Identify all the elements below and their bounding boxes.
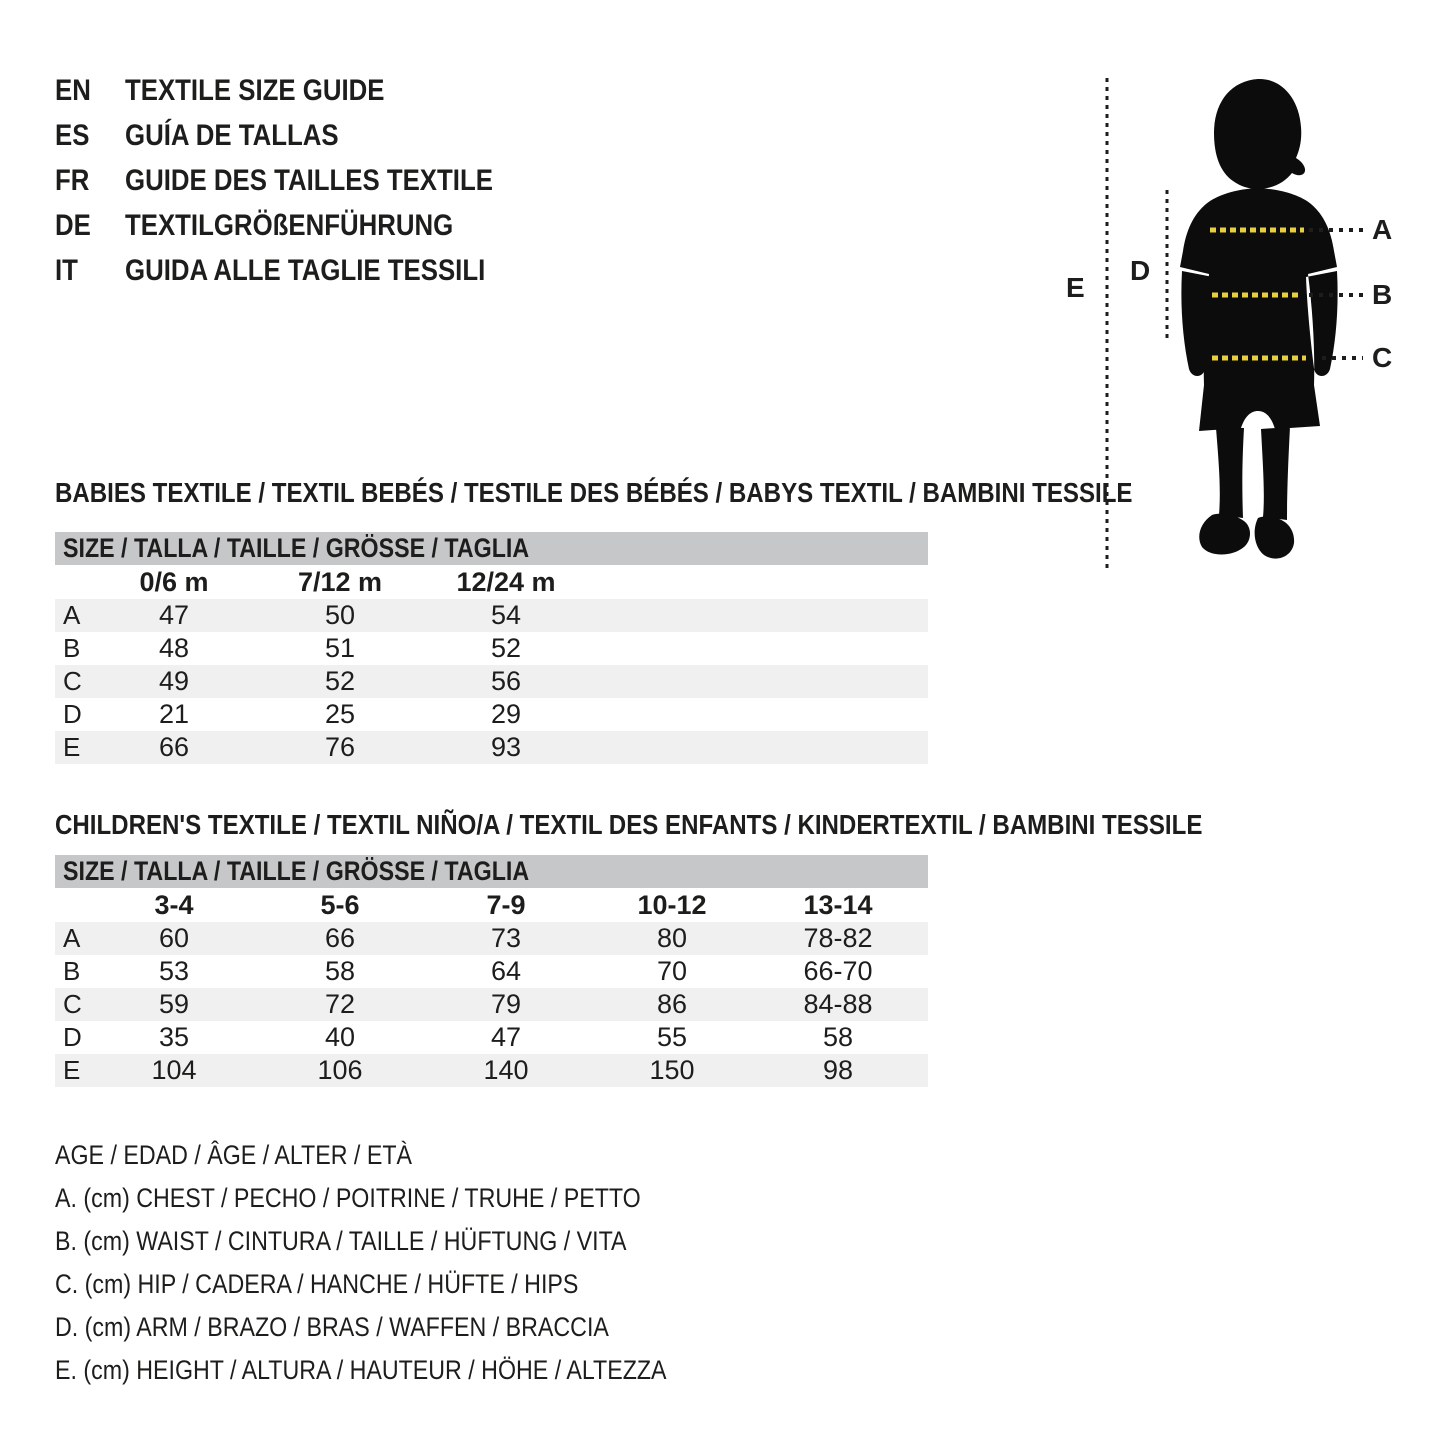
- measurement-lines-overlay: [1060, 60, 1400, 600]
- babies-section-title: BABIES TEXTILE / TEXTIL BEBÉS / TESTILE DES BÉBÉS / BABYS TEXTIL / BAMBINI TESSILE: [55, 477, 1133, 508]
- measure-label-hip: C: [1372, 342, 1393, 373]
- table-cell: 106: [317, 1055, 363, 1085]
- children-section-title: CHILDREN'S TEXTILE / TEXTIL NIÑO/A / TEXTIL DES ENFANTS / KINDERTEXTIL / BAMBINI TESSILE: [55, 809, 1203, 840]
- table-row: [55, 599, 928, 632]
- table-cell: 59: [158, 989, 190, 1019]
- column-header: 7/12 m: [297, 567, 383, 597]
- legend-hip: C. (cm) HIP / CADERA / HANCHE / HÜFTE / HIPS: [55, 1269, 579, 1299]
- row-label: B: [63, 956, 81, 986]
- table-cell: 84-88: [803, 989, 873, 1019]
- lang-title-fr: GUIDE DES TAILLES TEXTILE: [125, 163, 493, 197]
- table-cell: 55: [656, 1022, 688, 1052]
- column-header: 5-6: [320, 890, 360, 920]
- table-row: [55, 1054, 928, 1087]
- table-cell: 25: [324, 699, 356, 729]
- table-cell: 40: [324, 1022, 356, 1052]
- table-cell: 52: [490, 633, 522, 663]
- row-label: A: [63, 923, 81, 953]
- row-label: C: [63, 989, 82, 1019]
- table-cell: 47: [158, 600, 190, 630]
- table-cell: 56: [490, 666, 522, 696]
- lang-code-en: EN: [55, 73, 91, 107]
- table-cell: 80: [656, 923, 688, 953]
- table-row: [55, 922, 928, 955]
- legend-chest: A. (cm) CHEST / PECHO / POITRINE / TRUHE / PETTO: [55, 1183, 641, 1213]
- row-label: A: [63, 600, 81, 630]
- table-row: [55, 955, 928, 988]
- table-cell: 140: [483, 1055, 529, 1085]
- measure-label-height: E: [1066, 272, 1085, 303]
- table-cell: 70: [656, 956, 688, 986]
- table-cell: 98: [822, 1055, 854, 1085]
- lang-row-es: [55, 113, 553, 158]
- column-header: 0/6 m: [139, 567, 209, 597]
- table-cell: 49: [158, 666, 190, 696]
- lang-code-es: ES: [55, 118, 90, 152]
- table-row: [55, 988, 928, 1021]
- lang-code-it: IT: [55, 253, 78, 287]
- measure-label-chest: A: [1372, 214, 1393, 245]
- size-header-label: SIZE / TALLA / TAILLE / GRÖSSE / TAGLIA: [63, 533, 530, 563]
- table-row: [55, 731, 928, 764]
- column-header-row: [55, 888, 928, 922]
- table-cell: 93: [490, 732, 522, 762]
- lang-title-en: TEXTILE SIZE GUIDE: [125, 73, 385, 107]
- column-header: 10-12: [637, 890, 707, 920]
- lang-row-fr: [55, 158, 553, 203]
- lang-code-de: DE: [55, 208, 91, 242]
- row-label: D: [63, 699, 82, 729]
- table-row: [55, 632, 928, 665]
- size-header-bar: [55, 532, 928, 565]
- table-cell: 54: [490, 600, 522, 630]
- lang-title-de: TEXTILGRÖßENFÜHRUNG: [125, 208, 454, 242]
- lang-title-es: GUÍA DE TALLAS: [125, 118, 339, 152]
- table-cell: 104: [151, 1055, 197, 1085]
- column-header-row: [55, 565, 928, 599]
- table-cell: 53: [158, 956, 190, 986]
- column-header: 7-9: [486, 890, 526, 920]
- column-header: 12/24 m: [456, 567, 556, 597]
- table-cell: 150: [649, 1055, 695, 1085]
- legend-arm: D. (cm) ARM / BRAZO / BRAS / WAFFEN / BRACCIA: [55, 1312, 609, 1342]
- column-header: 3-4: [154, 890, 194, 920]
- table-cell: 76: [324, 732, 356, 762]
- row-label: D: [63, 1022, 82, 1052]
- table-cell: 48: [158, 633, 190, 663]
- babies-size-table: [55, 532, 928, 764]
- lang-row-en: [55, 68, 553, 113]
- table-cell: 21: [158, 699, 190, 729]
- lang-title-it: GUIDA ALLE TAGLIE TESSILI: [125, 253, 486, 287]
- table-cell: 60: [158, 923, 190, 953]
- lang-row-it: [55, 248, 553, 293]
- measurement-legend: [55, 1134, 766, 1392]
- table-row: [55, 1021, 928, 1054]
- legend-waist: B. (cm) WAIST / CINTURA / TAILLE / HÜFTUNG / VITA: [55, 1226, 627, 1256]
- table-cell: 64: [490, 956, 522, 986]
- row-label: E: [63, 732, 81, 762]
- table-cell: 52: [324, 666, 356, 696]
- table-cell: 29: [490, 699, 522, 729]
- row-label: E: [63, 1055, 81, 1085]
- row-label: B: [63, 633, 81, 663]
- measure-label-waist: B: [1372, 279, 1393, 310]
- lang-row-de: [55, 203, 553, 248]
- children-size-table: [55, 855, 928, 1087]
- table-cell: 86: [656, 989, 688, 1019]
- table-cell: 73: [490, 923, 522, 953]
- table-cell: 79: [490, 989, 522, 1019]
- size-header-bar: [55, 855, 928, 888]
- table-cell: 66: [324, 923, 356, 953]
- table-row: [55, 698, 928, 731]
- table-cell: 72: [324, 989, 356, 1019]
- table-cell: 58: [324, 956, 356, 986]
- lang-code-fr: FR: [55, 163, 90, 197]
- table-cell: 35: [158, 1022, 190, 1052]
- table-cell: 58: [822, 1022, 854, 1052]
- table-cell: 50: [324, 600, 356, 630]
- legend-age: AGE / EDAD / ÂGE / ALTER / ETÀ: [55, 1140, 413, 1170]
- table-cell: 47: [490, 1022, 522, 1052]
- measure-label-arm: D: [1130, 255, 1151, 286]
- table-cell: 66: [158, 732, 190, 762]
- row-label: C: [63, 666, 82, 696]
- language-title-block: [55, 68, 553, 293]
- table-cell: 78-82: [803, 923, 873, 953]
- table-row: [55, 665, 928, 698]
- legend-height: E. (cm) HEIGHT / ALTURA / HAUTEUR / HÖHE / ALTEZZA: [55, 1355, 667, 1385]
- table-cell: 51: [324, 633, 356, 663]
- column-header: 13-14: [803, 890, 873, 920]
- size-header-label: SIZE / TALLA / TAILLE / GRÖSSE / TAGLIA: [63, 856, 530, 886]
- table-cell: 66-70: [803, 956, 873, 986]
